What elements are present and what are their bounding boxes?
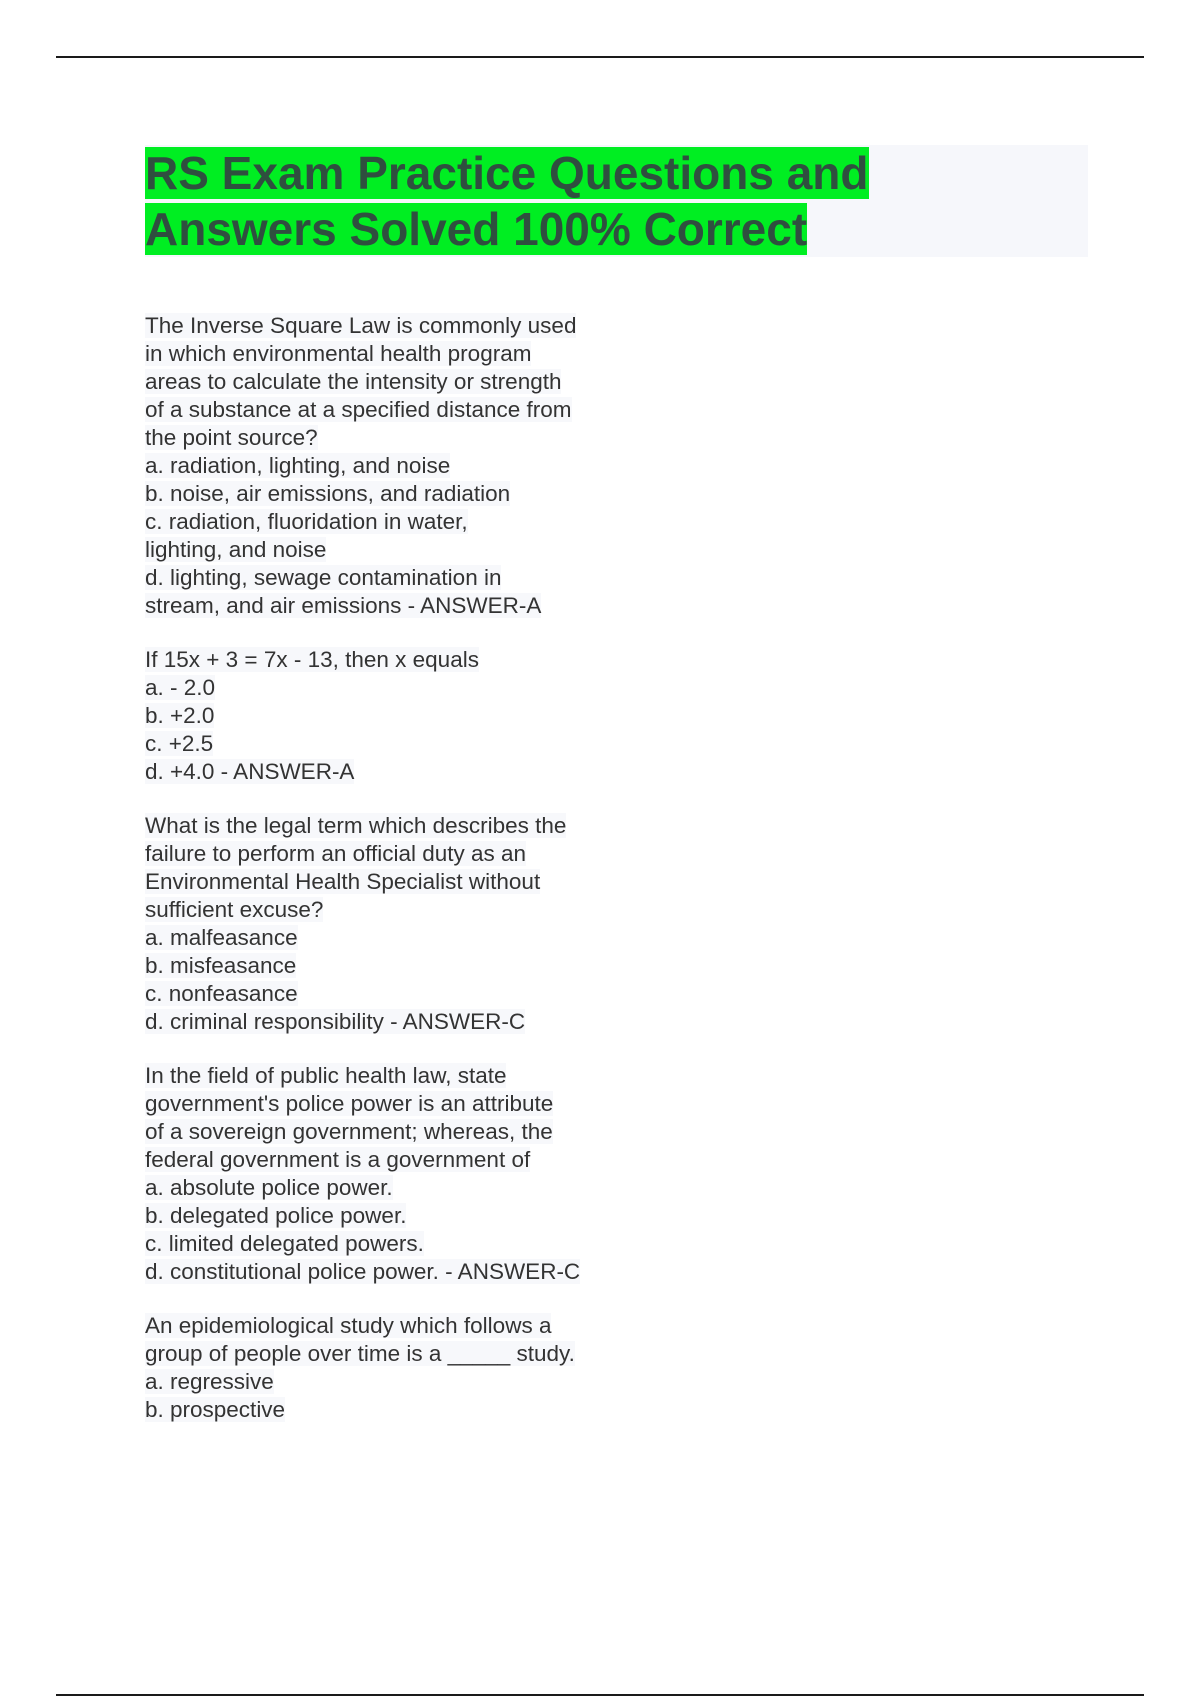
question-line: Environmental Health Specialist without	[145, 869, 541, 894]
answer-option: b. misfeasance	[145, 953, 297, 978]
answer-option: d. lighting, sewage contamination in	[145, 565, 502, 590]
footer-rule	[56, 1694, 1144, 1696]
answer-option: c. nonfeasance	[145, 981, 298, 1006]
question-line: the point source?	[145, 425, 318, 450]
question-line: What is the legal term which describes the	[145, 813, 567, 838]
question-block-3	[145, 812, 645, 1036]
answer-option: b. delegated police power.	[145, 1203, 407, 1228]
question-line: failure to perform an official duty as an	[145, 841, 527, 866]
answer-option: a. absolute police power.	[145, 1175, 393, 1200]
question-line: The Inverse Square Law is commonly used	[145, 313, 577, 338]
question-line: group of people over time is a _____ study.	[145, 1341, 575, 1366]
question-list	[145, 312, 645, 1450]
question-line: federal government is a government of	[145, 1147, 531, 1172]
answer-option: c. radiation, fluoridation in water,	[145, 509, 468, 534]
title-line-2: Answers Solved 100% Correct	[145, 203, 808, 255]
question-line: If 15x + 3 = 7x - 13, then x equals	[145, 647, 479, 672]
answer-option: d. criminal responsibility - ANSWER-C	[145, 1009, 526, 1034]
answer-option: d. +4.0 - ANSWER-A	[145, 759, 355, 784]
question-block-1	[145, 312, 645, 620]
question-line: government's police power is an attribute	[145, 1091, 554, 1116]
answer-option: d. constitutional police power. - ANSWER-C	[145, 1259, 581, 1284]
document-title	[145, 145, 1088, 257]
question-block-4	[145, 1062, 645, 1286]
question-block-5	[145, 1312, 645, 1424]
answer-option: c. +2.5	[145, 731, 214, 756]
answer-option: b. +2.0	[145, 703, 215, 728]
title-line-1: RS Exam Practice Questions and	[145, 147, 869, 199]
question-line: areas to calculate the intensity or strength	[145, 369, 562, 394]
question-line: In the field of public health law, state	[145, 1063, 507, 1088]
answer-option: c. limited delegated powers.	[145, 1231, 424, 1256]
title-block	[145, 145, 1088, 257]
answer-option: a. - 2.0	[145, 675, 216, 700]
answer-option: b. noise, air emissions, and radiation	[145, 481, 511, 506]
question-line: in which environmental health program	[145, 341, 532, 366]
question-line: of a substance at a specified distance from	[145, 397, 572, 422]
header-rule	[56, 56, 1144, 58]
question-block-2	[145, 646, 645, 786]
answer-option: lighting, and noise	[145, 537, 327, 562]
question-line: An epidemiological study which follows a	[145, 1313, 552, 1338]
answer-option: b. prospective	[145, 1397, 286, 1422]
answer-option: stream, and air emissions - ANSWER-A	[145, 593, 542, 618]
question-line: of a sovereign government; whereas, the	[145, 1119, 553, 1144]
answer-option: a. radiation, lighting, and noise	[145, 453, 451, 478]
answer-option: a. malfeasance	[145, 925, 298, 950]
answer-option: a. regressive	[145, 1369, 274, 1394]
question-line: sufficient excuse?	[145, 897, 324, 922]
